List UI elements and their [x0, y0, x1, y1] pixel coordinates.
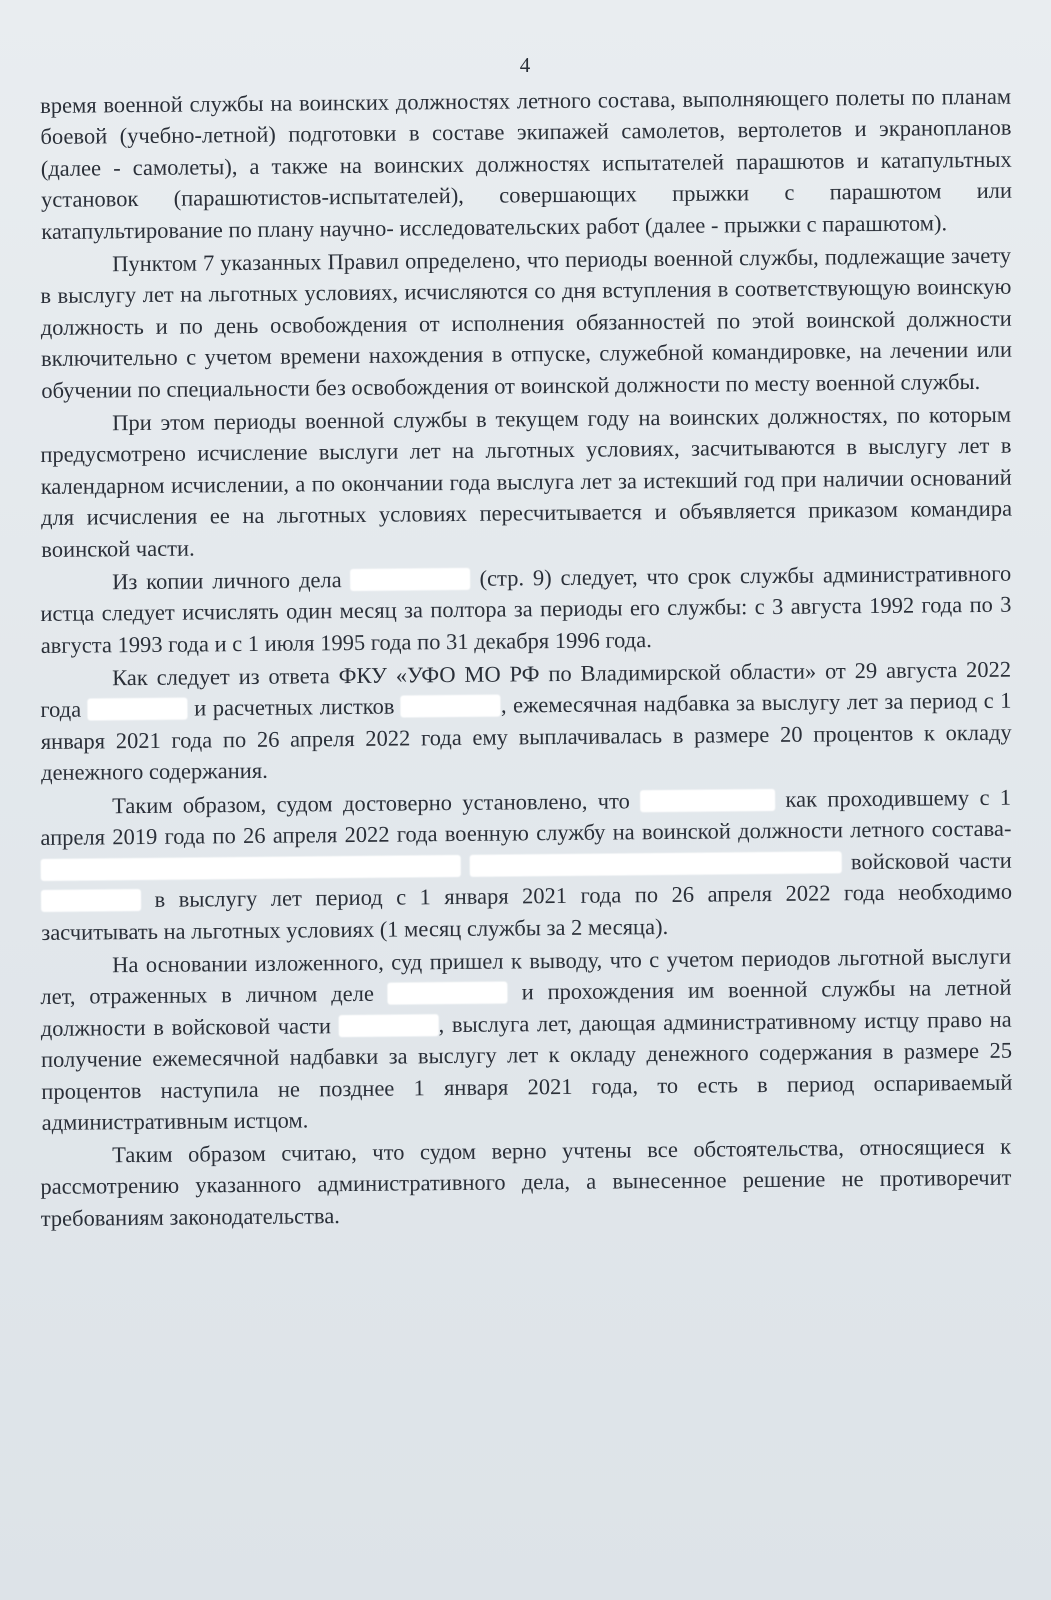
paragraph-5-text-c: , ежемесячная надбавка за выслугу лет за период с 1 января 2021 года по 26 апреля 2022 года ему выплачивалась в размере 20 процентов к окладу денежного содержания. — [40, 688, 1012, 786]
redaction-mark — [339, 1014, 439, 1037]
paragraph-4 — [40, 558, 1012, 662]
paragraph-7-text-c: , выслуга лет, дающая административному истцу право на получение ежемесячной надбавки за выслугу лет к окладу денежного содержания в размере 25 процентов наступила не позднее 1 января 2021 года, то есть в период оспариваемый административным истцом. — [40, 1006, 1013, 1135]
paragraph-8: Таким образом считаю, что судом верно учтены все обстоятельства, относящиеся к рассмотрению указанного административного дела, а вынесенное решение не противоречит требованиям законодательства. — [40, 1134, 1012, 1232]
page-number: 4 — [519, 53, 532, 77]
paragraph-4-text-b: (стр. 9) следует, что срок службы административного истца следует исчислять один месяц за полтора за периоды его службы: с 3 августа 1992 года по 3 августа 1993 года и с 1 июля 1995 года по 31 декабря 1996 года. — [40, 560, 1012, 658]
redaction-mark — [640, 789, 775, 812]
redaction-mark — [388, 982, 508, 1005]
paragraph-1: время военной службы на воинских должностях летного состава, выполняющего полеты по планам боевой (учебно-летной) подготовки в составе экипажей самолетов, вертолетов и экранопланов (далее - самолеты), а также на воинских должностях испытателей парашютов и катапультных установок (парашютистов-испытателей), совершающих прыжки с парашютом или катапультирование по плану научно- исследовательских работ (далее - прыжки с парашютом). — [40, 83, 1013, 244]
paragraph-6-text-a: Таким образом, судом достоверно установлено, что — [112, 788, 630, 819]
paragraph-6-text-c: войсковой части — [850, 847, 1012, 874]
paragraph-5 — [40, 654, 1012, 789]
redaction-mark — [41, 855, 461, 881]
paragraph-7-text-b: и прохождения им военной службы на летной должности в войсковой части — [40, 975, 1012, 1041]
paragraph-6-text-b: как проходившему с 1 апреля 2019 года по 26 апреля 2022 года военную службу на воинской должности летного состава- — [40, 784, 1012, 851]
redaction-mark — [401, 695, 501, 718]
redaction-mark — [41, 889, 141, 912]
paragraph-5-text-b: и расчетных листков — [194, 694, 395, 722]
paragraph-6-text-d: в выслугу лет период с 1 января 2021 года по 26 апреля 2022 года необходимо засчитывать на льготных условиях (1 месяц службы за 2 месяца). — [41, 878, 1013, 945]
redaction-mark — [88, 698, 188, 721]
paragraph-5-text-a: Как следует из ответа ФКУ «УФО МО РФ по Владимирской области» от 29 августа 2022 года — [40, 656, 1012, 723]
redaction-mark — [351, 568, 471, 591]
paragraph-4-text-a: Из копии личного дела — [112, 567, 342, 595]
paragraph-7-text-a: На основании изложенного, суд пришел к выводу, что с учетом периодов льготной выслуги лет, отраженных в личном деле — [40, 943, 1012, 1010]
paragraph-3: При этом периоды военной службы в текущем году на воинских должностях, по которым предусмотрено исчисление выслуги лет на льготных условиях, засчитываются в выслугу лет в календарном исчислении, а по окончании года выслуга лет за истекший год при наличии оснований для исчисления ее на льготных условиях пересчитывается и объявляется приказом командира воинской части. — [40, 401, 1013, 562]
redaction-mark — [470, 851, 842, 877]
paragraph-2: Пунктом 7 указанных Правил определено, что периоды военной службы, подлежащие зачету в выслугу лет на льготных условиях, исчисляются со дня вступления в соответствующую воинскую должность и по день освобождения от исполнения обязанностей по этой воинской должности включительно с учетом времени нахождения в отпуске, служебной командировке, на лечении или обучении по специальности без освобождения от воинской должности по месту военной службы. — [40, 242, 1013, 403]
paragraph-6 — [40, 782, 1012, 948]
paragraph-7 — [40, 941, 1013, 1139]
